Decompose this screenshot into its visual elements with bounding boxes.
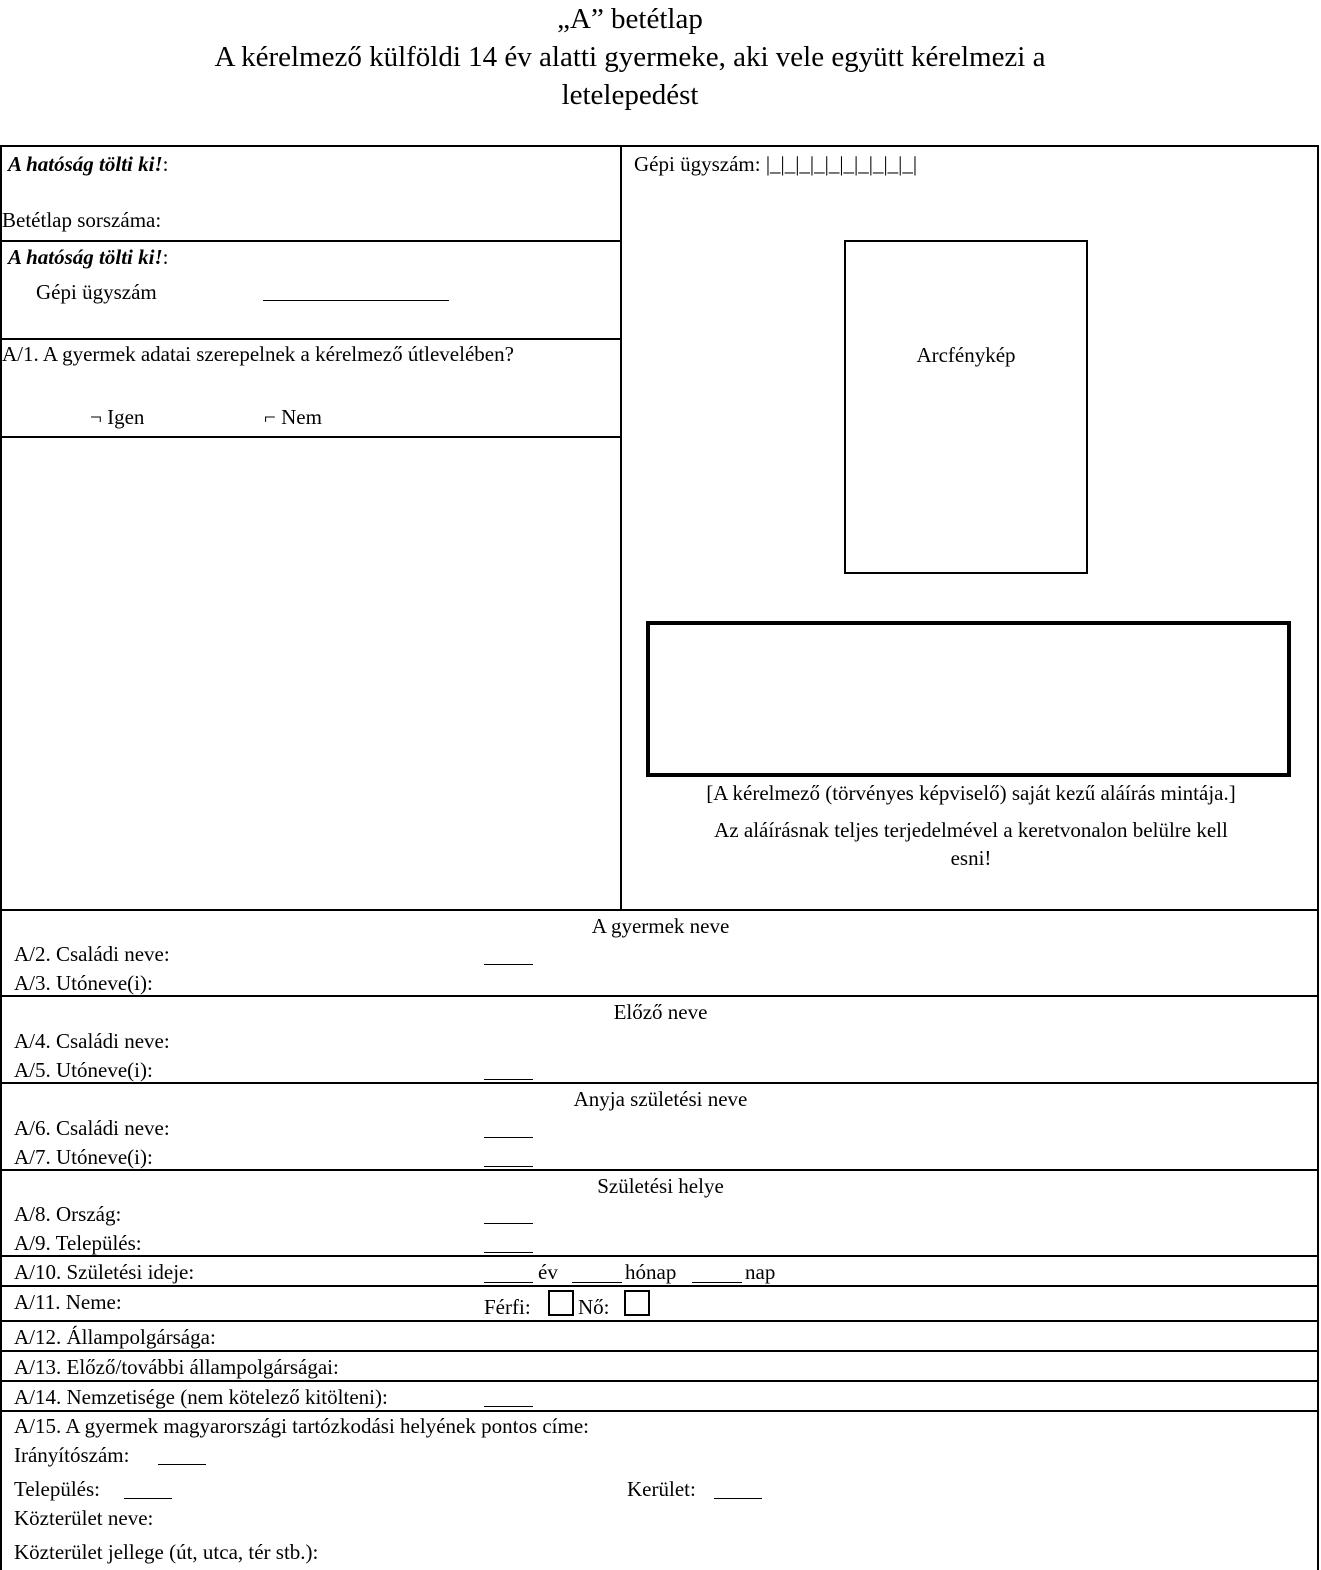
birth-place-heading: Születési helye xyxy=(597,1174,724,1198)
authority-heading-1: A hatóság tölti ki!: xyxy=(8,152,169,176)
birth-town-field[interactable] xyxy=(484,1252,533,1253)
divider-line xyxy=(0,1169,1319,1171)
signature-note-line2: esni! xyxy=(950,846,992,870)
child-given-name-label: A/3. Utóneve(i): xyxy=(14,971,153,995)
divider-line xyxy=(0,995,1319,997)
birth-country-field[interactable] xyxy=(484,1223,533,1224)
option-yes[interactable]: ¬ Igen xyxy=(90,405,145,429)
child-family-name-label: A/2. Családi neve: xyxy=(14,942,170,966)
signature-caption: [A kérelmező (törvényes képviselő) saját kezű aláírás mintája.] xyxy=(706,781,1236,805)
birth-day-label: nap xyxy=(745,1260,776,1284)
divider-line xyxy=(0,338,621,340)
birth-town-label: A/9. Település: xyxy=(14,1231,142,1255)
male-checkbox[interactable] xyxy=(548,1290,574,1316)
district-label: Kerület: xyxy=(627,1477,696,1501)
form-subtitle-line1: A kérelmező külföldi 14 év alatti gyermeke, aki vele együtt kérelmezi a xyxy=(214,41,1046,73)
divider-line xyxy=(0,1082,1319,1084)
street-name-label: Közterület neve: xyxy=(14,1506,154,1530)
divider-line xyxy=(0,1410,1319,1412)
zip-field[interactable] xyxy=(158,1464,206,1465)
address-label: A/15. A gyermek magyarországi tartózkodási helyének pontos címe: xyxy=(14,1414,590,1438)
mother-given-name-field[interactable] xyxy=(484,1166,533,1167)
option-no[interactable]: ⌐ Nem xyxy=(264,405,322,429)
street-type-label: Közterület jellege (út, utca, tér stb.): xyxy=(14,1540,319,1564)
frame-top-border xyxy=(0,145,1319,147)
birth-country-label: A/8. Ország: xyxy=(14,1202,122,1226)
nationality-label: A/14. Nemzetisége (nem kötelező kitölteni): xyxy=(14,1385,388,1409)
frame-right-border xyxy=(1317,145,1319,1570)
child-name-heading: A gyermek neve xyxy=(591,914,730,938)
case-number-label: Gépi ügyszám xyxy=(36,280,157,304)
male-label: Férfi: xyxy=(484,1295,531,1319)
birth-month-field[interactable] xyxy=(572,1282,622,1283)
case-number-top: Gépi ügyszám: |_|_|_|_|_|_|_|_|_|_| xyxy=(634,152,918,176)
previous-name-heading: Előző neve xyxy=(613,1000,708,1024)
case-number-digit-boxes[interactable]: |_|_|_|_|_|_|_|_|_|_| xyxy=(765,152,918,176)
previous-family-name-label: A/4. Családi neve: xyxy=(14,1029,170,1053)
citizenship-label: A/12. Állampolgársága: xyxy=(14,1325,216,1349)
authority-heading-2: A hatóság tölti ki!: xyxy=(8,245,169,269)
female-label: Nő: xyxy=(578,1295,610,1319)
yes-checkbox-icon[interactable]: ¬ xyxy=(90,405,102,429)
signature-note-line1: Az aláírásnak teljes terjedelmével a keretvonalon belülre kell xyxy=(714,818,1228,842)
birth-month-label: hónap xyxy=(625,1260,677,1284)
divider-line xyxy=(0,909,1319,911)
birth-year-label: év xyxy=(538,1260,558,1284)
sex-label: A/11. Neme: xyxy=(14,1290,122,1314)
photo-box[interactable] xyxy=(844,240,1088,574)
mother-name-heading: Anyja születési neve xyxy=(573,1087,748,1111)
birth-day-field[interactable] xyxy=(692,1282,742,1283)
divider-line xyxy=(0,240,621,242)
mother-given-name-label: A/7. Utóneve(i): xyxy=(14,1145,153,1169)
other-citizenship-label: A/13. Előző/további állampolgárságai: xyxy=(14,1355,339,1379)
district-field[interactable] xyxy=(714,1498,762,1499)
address-town-label: Település: xyxy=(14,1477,100,1501)
divider-line xyxy=(0,1285,1319,1287)
zip-label: Irányítószám: xyxy=(14,1443,130,1467)
nationality-field[interactable] xyxy=(484,1406,533,1407)
address-town-field[interactable] xyxy=(124,1498,172,1499)
divider-line xyxy=(0,1350,1319,1352)
column-divider xyxy=(620,145,622,910)
mother-family-name-label: A/6. Családi neve: xyxy=(14,1116,170,1140)
birth-year-field[interactable] xyxy=(484,1282,533,1283)
child-family-name-field[interactable] xyxy=(484,964,533,965)
case-number-field[interactable] xyxy=(263,300,449,301)
photo-label: Arcfénykép xyxy=(916,343,1016,367)
form-subtitle-line2: letelepedést xyxy=(561,79,699,111)
mother-family-name-field[interactable] xyxy=(484,1137,533,1138)
form-title: „A” betétlap xyxy=(557,3,703,35)
divider-line xyxy=(0,1255,1319,1257)
previous-given-name-field[interactable] xyxy=(484,1079,533,1080)
divider-line xyxy=(0,1380,1319,1382)
question-a1: A/1. A gyermek adatai szerepelnek a kérelmező útlevelében? xyxy=(2,342,514,366)
serial-number-label: Betétlap sorszáma: xyxy=(2,208,162,232)
female-checkbox[interactable] xyxy=(624,1290,650,1316)
signature-box[interactable] xyxy=(646,621,1291,777)
no-checkbox-icon[interactable]: ⌐ xyxy=(264,405,276,429)
divider-line xyxy=(0,1320,1319,1322)
divider-line xyxy=(0,436,621,438)
birth-date-label: A/10. Születési ideje: xyxy=(14,1260,195,1284)
previous-given-name-label: A/5. Utóneve(i): xyxy=(14,1058,153,1082)
